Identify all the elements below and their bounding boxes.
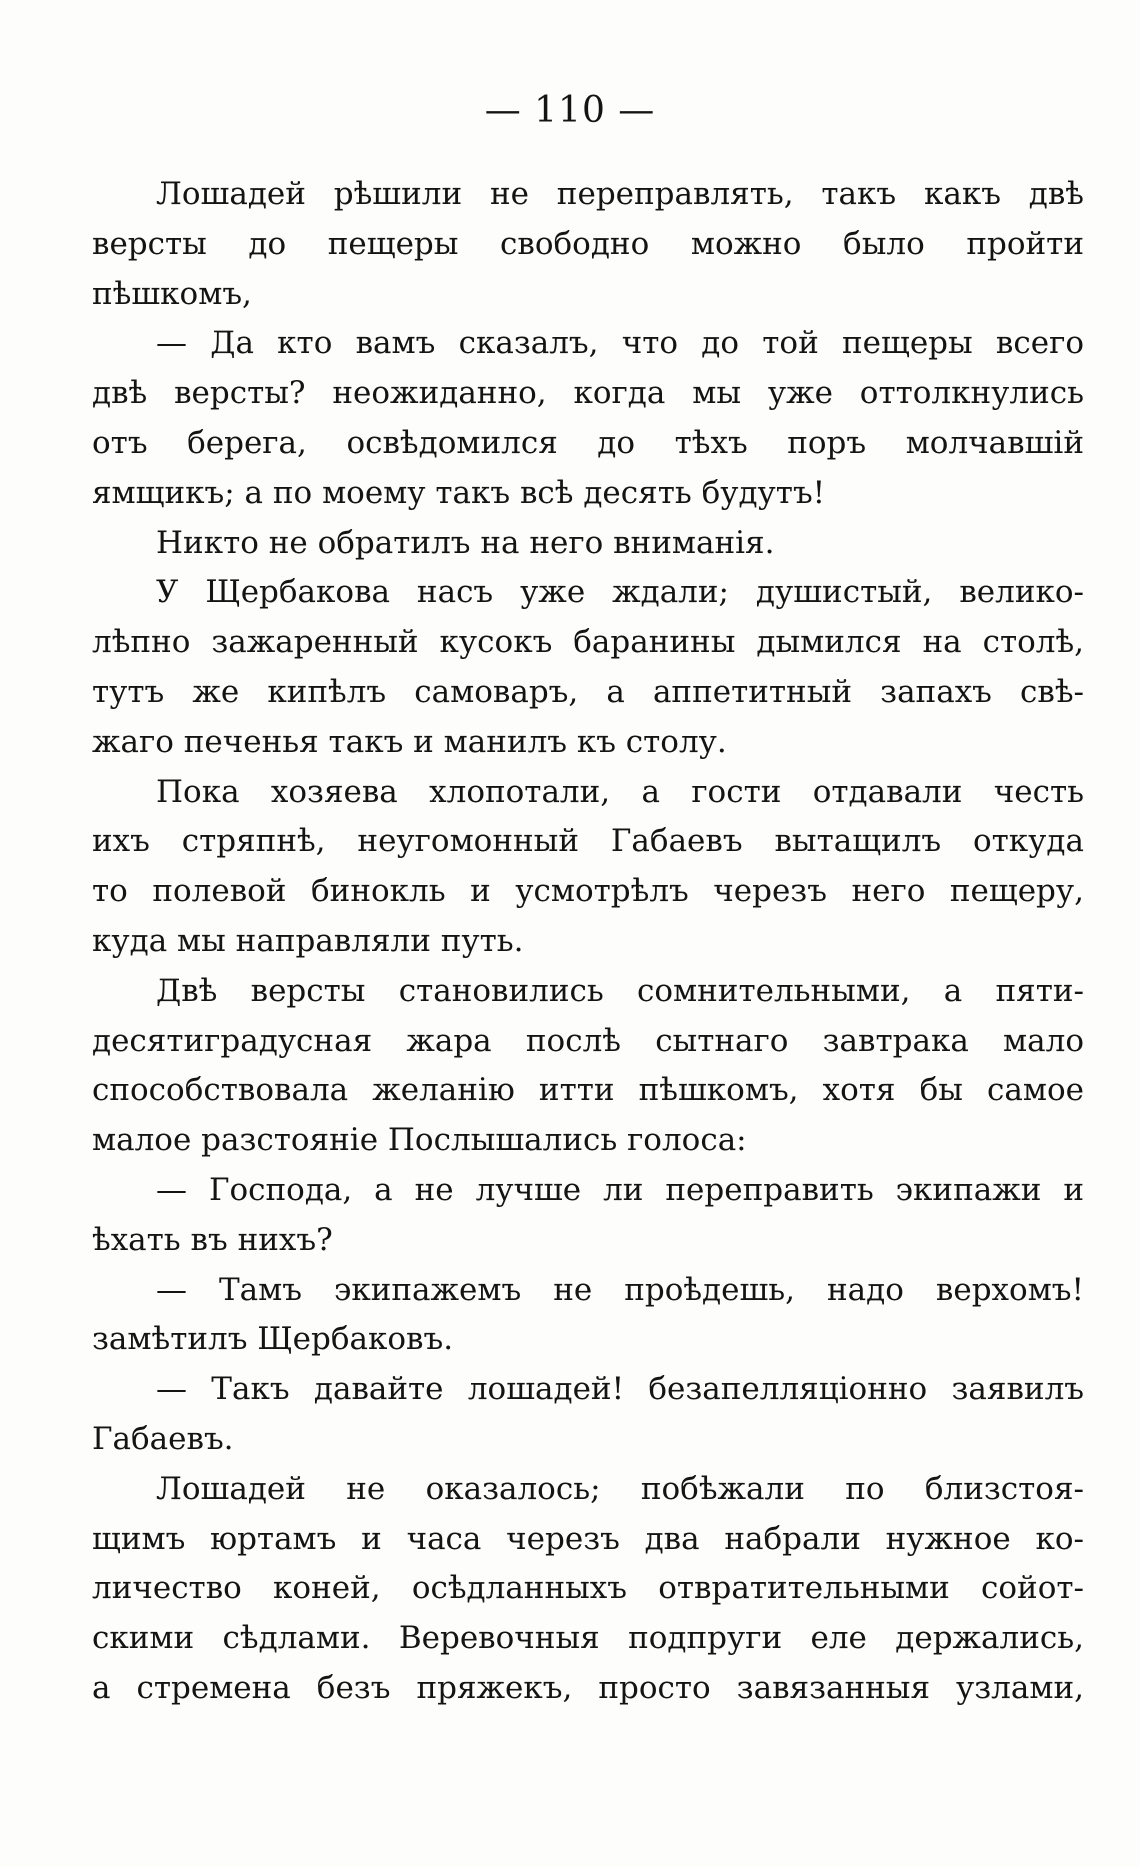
text-line: У Щербакова насъ уже ждали; душистый, велико-: [156, 574, 1084, 611]
text-line: — Тамъ экипажемъ не проѣдешь, надо верхомъ!: [156, 1271, 1084, 1308]
text-line: Лошадей рѣшили не переправлять, такъ какъ двѣ: [156, 176, 1084, 212]
paragraph: [92, 568, 1084, 767]
text-line: двѣ версты? неожиданно, когда мы уже оттолкнулись: [92, 375, 1084, 412]
paragraph: [92, 768, 1084, 967]
text-line: Никто не обратилъ на него вниманія.: [156, 524, 775, 561]
paragraph: [92, 1465, 1084, 1714]
text-line: личество коней, осѣдланныхъ отвратительными сойот-: [92, 1570, 1084, 1607]
text-line: а стремена безъ пряжекъ, просто завязанныя узлами,: [92, 1669, 1084, 1706]
paragraph: [92, 1166, 1084, 1266]
paragraph: [92, 1266, 1084, 1366]
text-line: ѣхать въ нихъ?: [92, 1221, 333, 1258]
body-text: [92, 170, 1084, 1714]
text-line: ямщикъ; а по моему такъ всѣ десять будутъ!: [92, 474, 826, 511]
text-line: десятиградусная жара послѣ сытнаго завтрака мало: [92, 1022, 1084, 1059]
text-line: Пока хозяева хлопотали, а гости отдавали честь: [156, 773, 1084, 810]
text-line: — Господа, а не лучше ли переправить экипажи и: [156, 1171, 1084, 1208]
text-line: Габаевъ.: [92, 1420, 234, 1457]
text-line: Лошадей не оказалось; побѣжали по близстоя-: [156, 1470, 1084, 1507]
text-line: отъ берега, освѣдомился до тѣхъ поръ молчавшій: [92, 424, 1084, 461]
text-line: замѣтилъ Щербаковъ.: [92, 1321, 454, 1358]
paragraph: [92, 170, 1084, 319]
text-line: малое разстояніе Послышались голоса:: [92, 1122, 747, 1159]
paragraph: [92, 967, 1084, 1166]
text-line: то полевой бинокль и усмотрѣлъ черезъ него пещеру,: [92, 873, 1084, 910]
paragraph: [92, 319, 1084, 518]
text-line: ихъ стряпнѣ, неугомонный Габаевъ вытащилъ откуда: [92, 823, 1084, 860]
text-line: скими сѣдлами. Веревочныя подпруги еле держались,: [92, 1620, 1084, 1657]
text-line: способствовала желанію итти пѣшкомъ, хотя бы самое: [92, 1072, 1084, 1109]
text-line: — Такъ давайте лошадей! безапелляціонно заявилъ: [156, 1371, 1084, 1408]
paragraph: [92, 1365, 1084, 1465]
text-line: тутъ же кипѣлъ самоваръ, а аппетитный запахъ свѣ-: [92, 673, 1084, 710]
paragraph: [92, 519, 1084, 569]
text-line: жаго печенья такъ и манилъ къ столу.: [92, 723, 727, 760]
page-number: — 110 —: [484, 90, 656, 131]
text-line: версты до пещеры свободно можно было пройти: [92, 225, 1084, 262]
text-line: — Да кто вамъ сказалъ, что до той пещеры всего: [156, 325, 1084, 362]
text-line: щимъ юртамъ и часа черезъ два набрали нужное ко-: [92, 1520, 1084, 1557]
text-line: лѣпно зажаренный кусокъ баранины дымился на столѣ,: [92, 624, 1084, 661]
text-line: Двѣ версты становились сомнительными, а пяти-: [156, 972, 1084, 1009]
text-line: куда мы направляли путь.: [92, 922, 524, 959]
text-line: пѣшкомъ,: [92, 275, 252, 312]
